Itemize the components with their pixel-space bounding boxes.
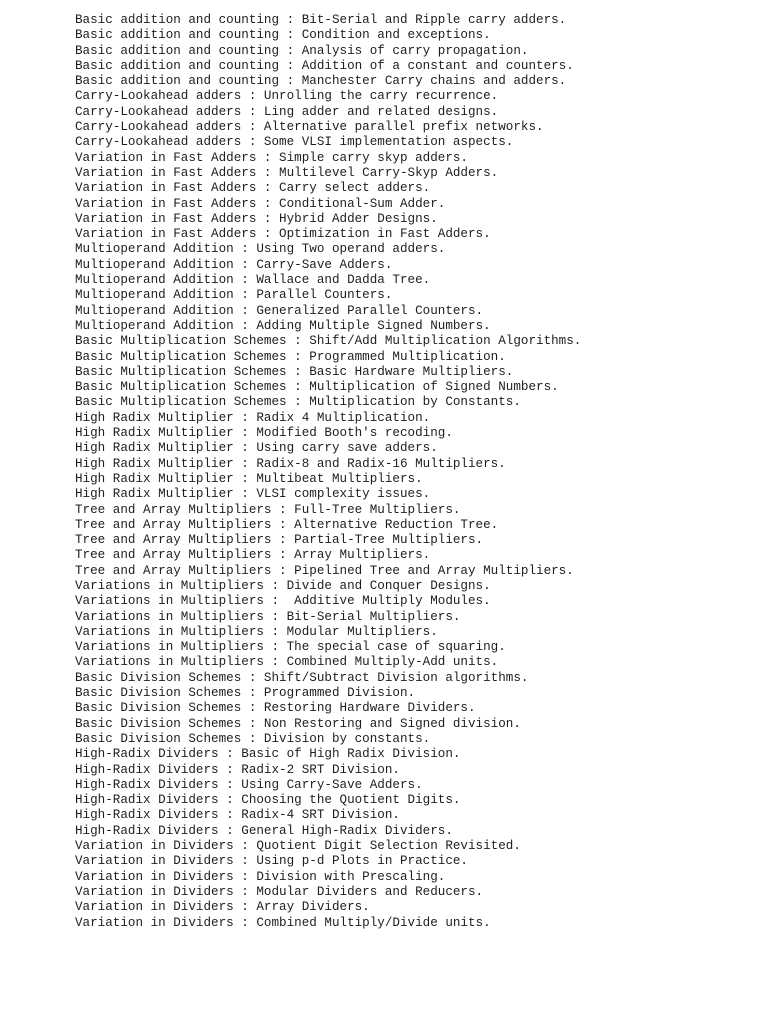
topic-line: Variation in Fast Adders : Carry select adders. [75,181,431,196]
topic-line: Carry-Lookahead adders : Some VLSI implementation aspects. [75,135,514,150]
topic-line: High-Radix Dividers : Using Carry-Save Adders. [75,777,423,792]
topic-line: High-Radix Dividers : Basic of High Radix Division. [75,747,461,762]
topic-line: Tree and Array Multipliers : Array Multipliers. [75,548,431,563]
topic-line: High Radix Multiplier : Radix-8 and Radix-16 Multipliers. [75,456,506,471]
topic-line: Multioperand Addition : Generalized Parallel Counters. [75,303,484,318]
topic-line: Basic Division Schemes : Restoring Hardware Dividers. [75,701,476,716]
topic-line: Basic Division Schemes : Shift/Subtract Division algorithms. [75,670,529,685]
topic-line: Basic addition and counting : Analysis of carry propagation. [75,43,529,58]
topic-line: Basic addition and counting : Manchester Carry chains and adders. [75,74,567,89]
topic-line: Multioperand Addition : Using Two operand adders. [75,242,446,257]
topic-line: Variations in Multipliers : Divide and Conquer Designs. [75,578,491,593]
topic-line: Variation in Dividers : Combined Multiply/Divide units. [75,915,491,930]
topic-line: Variation in Dividers : Quotient Digit Selection Revisited. [75,839,521,854]
topic-line: Basic Division Schemes : Division by constants. [75,731,431,746]
topic-line: Variation in Fast Adders : Optimization in Fast Adders. [75,227,491,242]
topic-line: High Radix Multiplier : Modified Booth's recoding. [75,426,453,441]
topic-line: High Radix Multiplier : Using carry save adders. [75,441,438,456]
document-page [75,13,755,931]
topic-line: High Radix Multiplier : Radix 4 Multiplication. [75,410,431,425]
topic-line: Tree and Array Multipliers : Partial-Tree Multipliers. [75,533,484,548]
topic-line: Variations in Multipliers : Additive Multiply Modules. [75,594,491,609]
topic-line: Variations in Multipliers : The special case of squaring. [75,640,506,655]
topic-line: High-Radix Dividers : Choosing the Quotient Digits. [75,793,461,808]
topic-line: Tree and Array Multipliers : Pipelined Tree and Array Multipliers. [75,563,574,578]
topic-line: Multioperand Addition : Adding Multiple Signed Numbers. [75,318,491,333]
topic-line: Basic Multiplication Schemes : Shift/Add Multiplication Algorithms. [75,334,582,349]
topic-line: High Radix Multiplier : VLSI complexity issues. [75,487,431,502]
topic-line: High Radix Multiplier : Multibeat Multipliers. [75,471,423,486]
topic-line: Variation in Fast Adders : Simple carry skyp adders. [75,150,468,165]
topic-line: Tree and Array Multipliers : Alternative Reduction Tree. [75,517,499,532]
topic-line: Basic addition and counting : Condition and exceptions. [75,28,491,43]
topic-line: Carry-Lookahead adders : Ling adder and related designs. [75,104,499,119]
topic-line: Basic Multiplication Schemes : Multiplication by Constants. [75,395,521,410]
topic-line: Variation in Fast Adders : Hybrid Adder Designs. [75,211,438,226]
topic-line: Basic Division Schemes : Programmed Division. [75,686,416,701]
topic-line: High-Radix Dividers : General High-Radix Dividers. [75,823,453,838]
topic-line: High-Radix Dividers : Radix-2 SRT Division. [75,762,400,777]
topic-line: Variation in Fast Adders : Multilevel Carry-Skyp Adders. [75,165,499,180]
topic-line: Variation in Fast Adders : Conditional-Sum Adder. [75,196,446,211]
topic-line: Variation in Dividers : Using p-d Plots in Practice. [75,854,468,869]
topic-line: Multioperand Addition : Carry-Save Adders. [75,257,393,272]
topic-line: Multioperand Addition : Parallel Counters. [75,288,393,303]
topic-line: Basic Multiplication Schemes : Basic Hardware Multipliers. [75,364,514,379]
topic-line: Basic addition and counting : Bit-Serial and Ripple carry adders. [75,13,567,27]
topic-list [75,13,755,931]
topic-line: Variation in Dividers : Array Dividers. [75,900,370,915]
topic-line: Basic Division Schemes : Non Restoring and Signed division. [75,716,521,731]
topic-line: Multioperand Addition : Wallace and Dadda Tree. [75,273,431,288]
topic-line: Variation in Dividers : Modular Dividers and Reducers. [75,884,484,899]
topic-line: Carry-Lookahead adders : Alternative parallel prefix networks. [75,120,544,135]
topic-line: Carry-Lookahead adders : Unrolling the carry recurrence. [75,89,499,104]
topic-line: Variations in Multipliers : Bit-Serial Multipliers. [75,609,461,624]
topic-line: Basic addition and counting : Addition of a constant and counters. [75,58,574,73]
topic-line: Basic Multiplication Schemes : Multiplication of Signed Numbers. [75,380,559,395]
topic-line: Basic Multiplication Schemes : Programmed Multiplication. [75,349,506,364]
topic-line: High-Radix Dividers : Radix-4 SRT Division. [75,808,400,823]
topic-line: Variations in Multipliers : Combined Multiply-Add units. [75,655,499,670]
topic-line: Variation in Dividers : Division with Prescaling. [75,869,446,884]
topic-line: Tree and Array Multipliers : Full-Tree Multipliers. [75,502,461,517]
topic-line: Variations in Multipliers : Modular Multipliers. [75,624,438,639]
